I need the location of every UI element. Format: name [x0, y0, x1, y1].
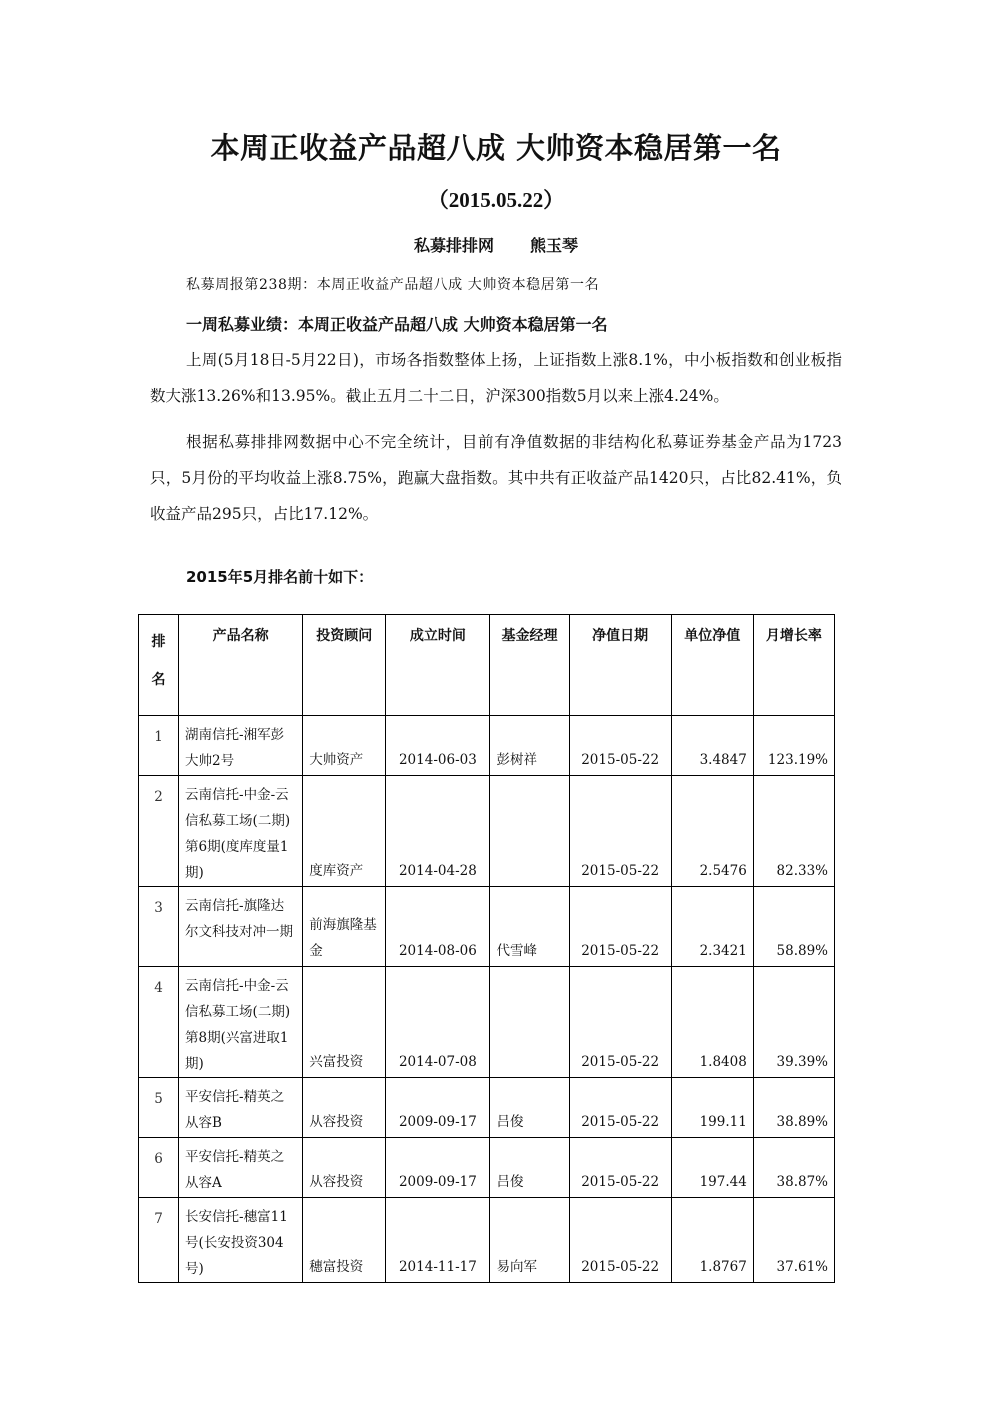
growth-cell: 39.39% [753, 967, 834, 1078]
nav-cell: 2.5476 [671, 776, 753, 887]
advisor-cell: 穗富投资 [303, 1198, 386, 1283]
growth-cell: 123.19% [753, 716, 834, 776]
nav-date-cell: 2015-05-22 [569, 716, 671, 776]
nav-date-cell: 2015-05-22 [569, 776, 671, 887]
founded-cell: 2014-04-28 [386, 776, 490, 887]
product-name-cell: 湖南信托-湘军彭大帅2号 [179, 716, 303, 776]
header-founded: 成立时间 [386, 615, 490, 716]
header-nav-date: 净值日期 [569, 615, 671, 716]
founded-cell: 2009-09-17 [386, 1078, 490, 1138]
header-nav: 单位净值 [671, 615, 753, 716]
founded-cell: 2014-07-08 [386, 967, 490, 1078]
nav-cell: 1.8408 [671, 967, 753, 1078]
rank-cell: 7 [139, 1198, 179, 1283]
table-row [139, 1078, 835, 1138]
growth-cell: 82.33% [753, 776, 834, 887]
founded-cell: 2014-06-03 [386, 716, 490, 776]
growth-cell: 37.61% [753, 1198, 834, 1283]
rank-cell: 3 [139, 887, 179, 967]
advisor-cell: 兴富投资 [303, 967, 386, 1078]
rank-cell: 6 [139, 1138, 179, 1198]
table-row [139, 1138, 835, 1198]
manager-cell [490, 967, 569, 1078]
product-name-cell: 长安信托-穗富11号(长安投资304号) [179, 1198, 303, 1283]
nav-cell: 197.44 [671, 1138, 753, 1198]
ranking-table [138, 614, 835, 1283]
advisor-cell: 度库资产 [303, 776, 386, 887]
manager-cell: 彭树祥 [490, 716, 569, 776]
header-manager: 基金经理 [490, 615, 569, 716]
table-header-row [139, 615, 835, 716]
table-row [139, 776, 835, 887]
page-title: 本周正收益产品超八成 大帅资本稳居第一名 [210, 131, 782, 165]
manager-cell: 代雪峰 [490, 887, 569, 967]
nav-date-cell: 2015-05-22 [569, 1138, 671, 1198]
header-growth: 月增长率 [753, 615, 834, 716]
manager-cell: 易向军 [490, 1198, 569, 1283]
growth-cell: 38.89% [753, 1078, 834, 1138]
ranking-heading: 2015年5月排名前十如下： [186, 568, 374, 586]
issue-line: 私募周报第238期：本周正收益产品超八成 大帅资本稳居第一名 [186, 277, 600, 293]
table-row [139, 716, 835, 776]
author-name: 熊玉琴 [530, 236, 579, 255]
table-row [139, 887, 835, 967]
product-name-cell: 云南信托-旗隆达尔文科技对冲一期 [179, 887, 303, 967]
section-subheading: 一周私募业绩：本周正收益产品超八成 大帅资本稳居第一名 [186, 315, 608, 334]
founded-cell: 2009-09-17 [386, 1138, 490, 1198]
nav-date-cell: 2015-05-22 [569, 887, 671, 967]
nav-date-cell: 2015-05-22 [569, 967, 671, 1078]
nav-cell: 3.4847 [671, 716, 753, 776]
growth-cell: 38.87% [753, 1138, 834, 1198]
product-name-cell: 云南信托-中金-云信私募工场(二期)第6期(度库度量1期) [179, 776, 303, 887]
header-rank: 排 名 [139, 615, 179, 716]
growth-cell: 58.89% [753, 887, 834, 967]
paragraph-market: 上周(5月18日-5月22日)，市场各指数整体上扬，上证指数上涨8.1%，中小板指数和创业板指数大涨13.26%和13.95%。截止五月二十二日，沪深300指数5月以来上涨4.24%。 [150, 351, 842, 405]
manager-cell: 吕俊 [490, 1138, 569, 1198]
rank-cell: 4 [139, 967, 179, 1078]
header-advisor: 投资顾问 [303, 615, 386, 716]
table-row [139, 1198, 835, 1283]
founded-cell: 2014-11-17 [386, 1198, 490, 1283]
nav-date-cell: 2015-05-22 [569, 1198, 671, 1283]
byline [0, 233, 992, 256]
paragraph-stats: 根据私募排排网数据中心不完全统计，目前有净值数据的非结构化私募证券基金产品为1723只，5月份的平均收益上涨8.75%，跑赢大盘指数。其中共有正收益产品1420只，占比82.41%，负收益产品295只，占比17.12%。 [150, 433, 842, 523]
rank-cell: 2 [139, 776, 179, 887]
advisor-cell: 大帅资产 [303, 716, 386, 776]
nav-date-cell: 2015-05-22 [569, 1078, 671, 1138]
product-name-cell: 平安信托-精英之从容B [179, 1078, 303, 1138]
advisor-cell: 前海旗隆基金 [303, 887, 386, 967]
nav-cell: 199.11 [671, 1078, 753, 1138]
founded-cell: 2014-08-06 [386, 887, 490, 967]
nav-cell: 2.3421 [671, 887, 753, 967]
rank-cell: 5 [139, 1078, 179, 1138]
rank-cell: 1 [139, 716, 179, 776]
manager-cell [490, 776, 569, 887]
nav-cell: 1.8767 [671, 1198, 753, 1283]
report-date: （2015.05.22） [427, 188, 565, 212]
manager-cell: 吕俊 [490, 1078, 569, 1138]
advisor-cell: 从容投资 [303, 1078, 386, 1138]
product-name-cell: 云南信托-中金-云信私募工场(二期)第8期(兴富进取1期) [179, 967, 303, 1078]
header-name: 产品名称 [179, 615, 303, 716]
table-row [139, 967, 835, 1078]
product-name-cell: 平安信托-精英之从容A [179, 1138, 303, 1198]
advisor-cell: 从容投资 [303, 1138, 386, 1198]
source-name: 私募排排网 [413, 236, 494, 255]
